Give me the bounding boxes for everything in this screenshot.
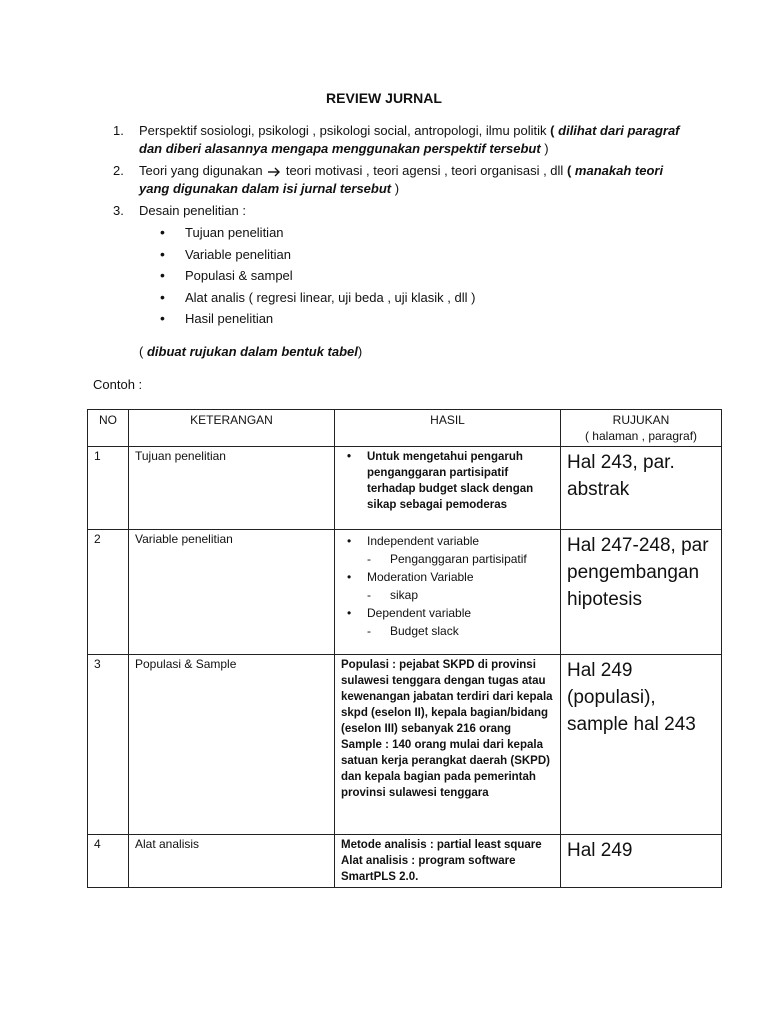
arrow-right-icon [267, 167, 281, 177]
table-row [88, 835, 722, 888]
list-item-2 [113, 162, 693, 198]
cell-rujukan: Hal 247-248, par pengembangan hipotesis [561, 530, 722, 655]
design-bullet-list [139, 222, 693, 330]
list-item-3 [113, 202, 693, 330]
variable-item: • Independent variable [341, 532, 554, 550]
paren-close: ) [394, 181, 400, 196]
variable-item: • Moderation Variable [341, 568, 554, 586]
populasi-text: Populasi : pejabat SKPD di provinsi sulawesi tenggara dengan tugas atau kewenangan jabatan terdiri dari kepala skpd (eselon II), kepala bagian/bidang (eselon III) sebanyak 216 orang [341, 659, 553, 735]
variable-item: • Dependent variable [341, 604, 554, 622]
note-italic: dibuat rujukan dalam bentuk tabel [146, 344, 358, 359]
variable-sub-item: - Budget slack [341, 622, 554, 640]
cell-keterangan: Alat analisis [129, 835, 335, 888]
list-number: 2. [113, 163, 124, 178]
instruction-list [113, 122, 693, 334]
list-item-1 [113, 122, 693, 158]
variable-sub-item: - sikap [341, 586, 554, 604]
paren-close: ) [544, 141, 549, 156]
review-table [87, 409, 722, 888]
page-title: REVIEW JURNAL [326, 90, 442, 106]
item-text: teori motivasi , teori agensi , teori organisasi , dll [285, 163, 564, 178]
cell-hasil [335, 530, 561, 655]
cell-rujukan: Hal 249 (populasi), sample hal 243 [561, 655, 722, 835]
item-italic-note: manakah teori yang digunakan dalam isi jurnal tersebut [139, 163, 664, 196]
cell-keterangan: Populasi & Sample [129, 655, 335, 835]
sample-text: Sample : 140 orang mulai dari kepala satuan kerja perangkat daerah (SKPD) dan kepala bagian pada pemerintah provinsi sulawesi tenggara [341, 739, 550, 799]
header-rujukan-sub: ( halaman , paragraf) [584, 429, 698, 443]
variable-sub-item: - Penganggaran partisipatif [341, 550, 554, 568]
header-no: NO [88, 410, 129, 447]
paren-open: ( [139, 344, 144, 359]
cell-hasil [335, 655, 561, 835]
bullet-item: • Alat analis ( regresi linear, uji beda , uji klasik , dll ) [139, 287, 693, 309]
table-row [88, 447, 722, 530]
bullet-item: • Variable penelitian [139, 244, 693, 266]
paren-close: ) [357, 344, 363, 359]
list-number: 3. [113, 203, 124, 218]
cell-no: 2 [88, 530, 129, 655]
cell-keterangan: Variable penelitian [129, 530, 335, 655]
cell-hasil [335, 835, 561, 888]
cell-rujukan: Hal 249 [561, 835, 722, 888]
alat-text: Alat analisis : program software SmartPLS 2.0. [341, 855, 516, 883]
example-label: Contoh : [93, 377, 143, 392]
item-text: Teori yang digunakan [139, 163, 263, 178]
item-text: Desain penelitian : [139, 203, 246, 218]
list-number: 1. [113, 123, 124, 138]
metode-text: Metode analisis : partial least square [341, 839, 542, 851]
header-rujukan-label: RUJUKAN [612, 413, 670, 427]
bullet-item: • Populasi & sampel [139, 265, 693, 287]
cell-rujukan: Hal 243, par. abstrak [561, 447, 722, 530]
cell-no: 4 [88, 835, 129, 888]
table-header-row [88, 410, 722, 447]
cell-no: 1 [88, 447, 129, 530]
bullet-item: • Tujuan penelitian [139, 222, 693, 244]
bullet-item: • Hasil penelitian [139, 308, 693, 330]
table-row [88, 530, 722, 655]
cell-hasil [335, 447, 561, 530]
header-hasil: HASIL [335, 410, 561, 447]
item-text: Perspektif sosiologi, psikologi , psikologi social, antropologi, ilmu politik [139, 123, 547, 138]
paren-open: ( [550, 123, 555, 138]
header-rujukan [561, 410, 722, 447]
paren-open: ( [566, 163, 572, 178]
hasil-bullet: • Untuk mengetahui pengaruh penganggaran partisipatif terhadap budget slack dengan sikap sebagai pemoderas [341, 449, 554, 513]
table-row [88, 655, 722, 835]
table-note [139, 344, 362, 359]
cell-keterangan: Tujuan penelitian [129, 447, 335, 530]
header-keterangan: KETERANGAN [129, 410, 335, 447]
cell-no: 3 [88, 655, 129, 835]
item-italic-note: dilihat dari paragraf dan diberi alasannya mengapa menggunakan perspektif tersebut [139, 123, 680, 156]
